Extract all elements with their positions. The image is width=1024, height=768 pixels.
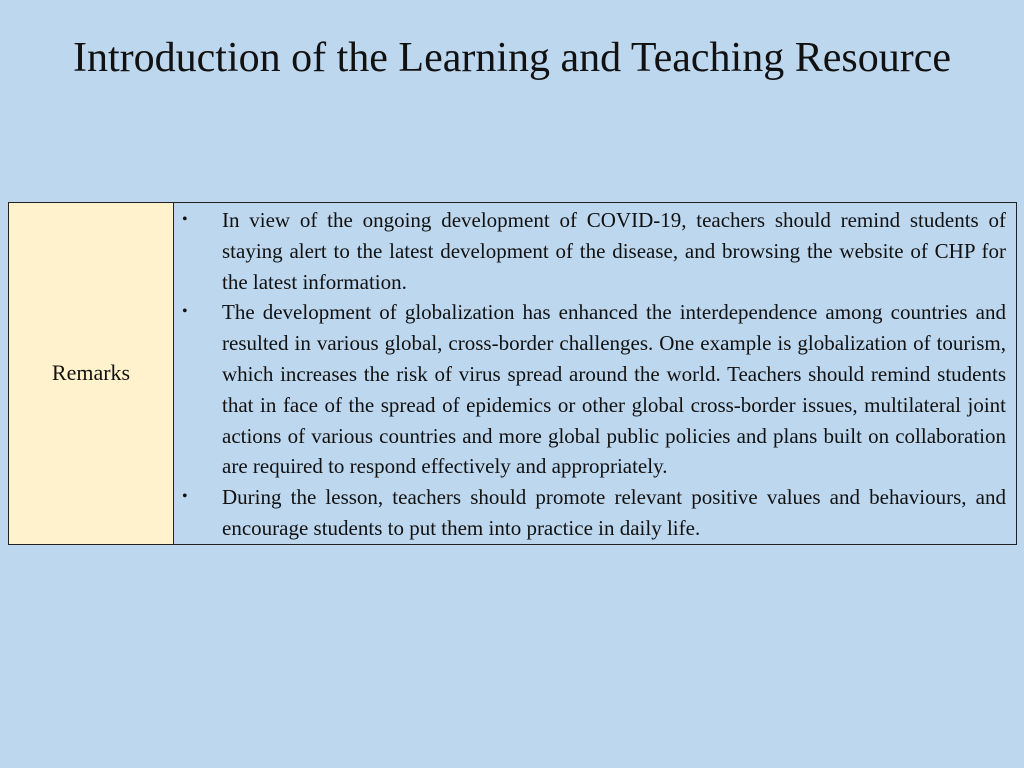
remarks-bullet-list <box>174 205 1006 544</box>
list-item <box>174 297 1006 482</box>
remarks-table <box>8 202 1017 545</box>
bullet-icon: • <box>182 303 188 321</box>
bullet-text: In view of the ongoing development of COVID-19, teachers should remind students of staying alert to the latest development of the disease, and browsing the website of CHP for the latest information. <box>222 208 1006 294</box>
bullet-icon: • <box>182 488 188 506</box>
bullet-icon: • <box>182 211 188 228</box>
remarks-label-cell: Remarks <box>9 203 174 545</box>
list-item <box>174 482 1006 544</box>
bullet-text: During the lesson, teachers should promote relevant positive values and behaviours, and encourage students to put them into practice in daily life. <box>222 485 1006 540</box>
bullet-text: The development of globalization has enhanced the interdependence among countries and resulted in various global, cross-border challenges. One example is globalization of tourism, which increases the risk of virus spread around the world. Teachers should remind students that in face of the spread of epidemics or other global cross-border issues, multilateral joint actions of various countries and more global public policies and plans built on collaboration are required to respond effectively and appropriately. <box>222 300 1006 479</box>
table-row <box>9 203 1017 545</box>
slide-title: Introduction of the Learning and Teaching Resource <box>73 35 951 81</box>
list-item <box>174 205 1006 297</box>
remarks-content-cell <box>174 203 1017 545</box>
